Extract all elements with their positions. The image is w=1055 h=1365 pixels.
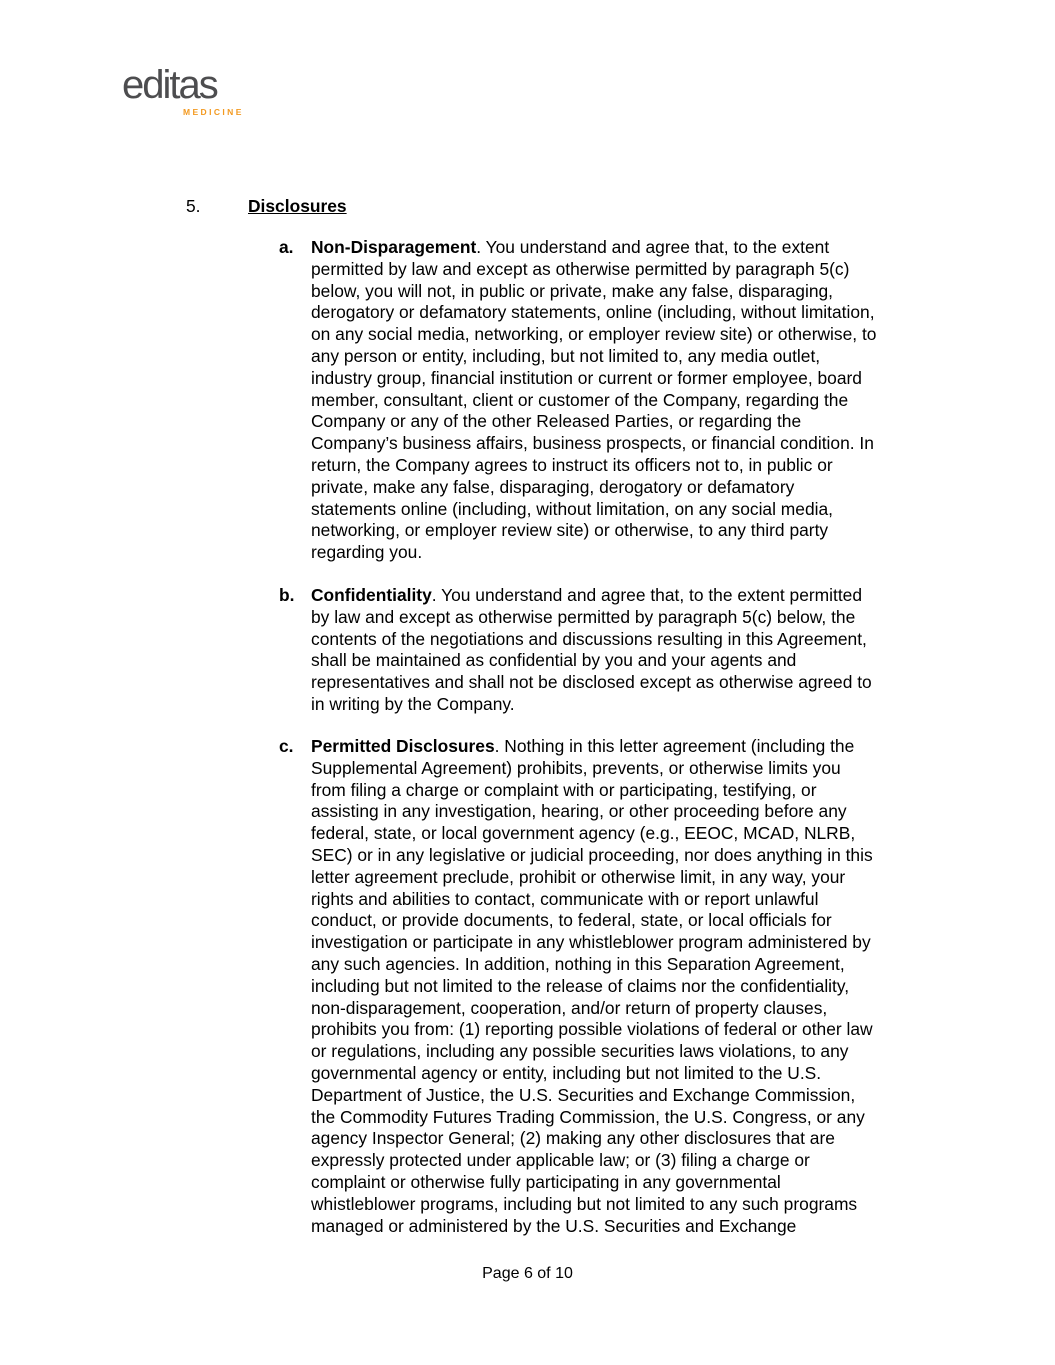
logo-subtitle: MEDICINE bbox=[183, 107, 244, 117]
subsection-heading: Non-Disparagement bbox=[311, 237, 477, 257]
subsection-confidentiality bbox=[279, 585, 934, 716]
subsection-non-disparagement bbox=[279, 237, 934, 564]
subsection-body: . Nothing in this letter agreement (including the Supplemental Agreement) prohibits, prevents, or otherwise limits you from filing a charge or complaint with or participating, testifying, or assisting in any investigation, hearing, or other proceeding before any federal, state, or local government agency (e.g., EEOC, MCAD, NLRB, SEC) or in any legislative or judicial proceeding, nor does anything in this letter agreement preclude, prohibit or otherwise limit, in any way, your rights and abilities to contact, communicate with or report unlawful conduct, or provide documents, to federal, state, or local officials for investigation or participate in any whistleblower program administered by any such agencies. In addition, nothing in this Separation Agreement, including but not limited to the release of claims nor the confidentiality, non-disparagement, cooperation, and/or return of property clauses, prohibits you from: (1) reporting possible violations of federal or other law or regulations, including any possible securities laws violations, to any governmental agency or entity, including but not limited to the U.S. Department of Justice, the U.S. Securities and Exchange Commission, the Commodity Futures Trading Commission, the U.S. Congress, or any agency Inspector General; (2) making any other disclosures that are expressly protected under applicable law; or (3) filing a charge or complaint or otherwise fully participating in any governmental whistleblower programs, including but not limited to any such programs managed or administered by the U.S. Securities and Exchange bbox=[311, 736, 873, 1236]
subsection-paragraph bbox=[311, 237, 934, 564]
subsection-body: . You understand and agree that, to the extent permitted by law and except as otherwise permitted by paragraph 5(c) below, the contents of the negotiations and discussions resulting in this Agreement, shall be maintained as confidential by you and your agents and representatives and shall not be disclosed except as otherwise agreed to in writing by the Company. bbox=[311, 585, 872, 714]
company-logo bbox=[122, 64, 262, 118]
subsection-paragraph bbox=[311, 585, 934, 716]
subsection-permitted-disclosures bbox=[279, 736, 934, 1237]
subsection-heading: Confidentiality bbox=[311, 585, 432, 605]
subsection-marker: c. bbox=[279, 736, 294, 756]
subsection-marker: a. bbox=[279, 237, 294, 257]
subsection-marker: b. bbox=[279, 585, 295, 605]
subsection-paragraph bbox=[311, 736, 934, 1237]
logo-wordmark: editas bbox=[122, 64, 217, 107]
subsection-body: . You understand and agree that, to the extent permitted by law and except as otherwise permitted by paragraph 5(c) below, you will not, in public or private, make any false, disparaging, derogatory or defamatory statements, online (including, without limitation, on any social media, networking, or employer review site) or otherwise, to any person or entity, including, but not limited to, any media outlet, industry group, financial institution or current or former employee, board member, consultant, client or customer of the Company, regarding the Company or any of the other Released Parties, or regarding the Company’s business affairs, business prospects, or financial condition. In return, the Company agrees to instruct its officers not to, in public or private, make any false, disparaging, derogatory or defamatory statements online (including, without limitation, on any social media, networking, or employer review site) or otherwise, to any third party regarding you. bbox=[311, 237, 877, 563]
section-title: Disclosures bbox=[248, 196, 347, 216]
page-footer: Page 6 of 10 bbox=[482, 1265, 573, 1282]
section-number: 5. bbox=[186, 196, 201, 216]
subsection-heading: Permitted Disclosures bbox=[311, 736, 495, 756]
